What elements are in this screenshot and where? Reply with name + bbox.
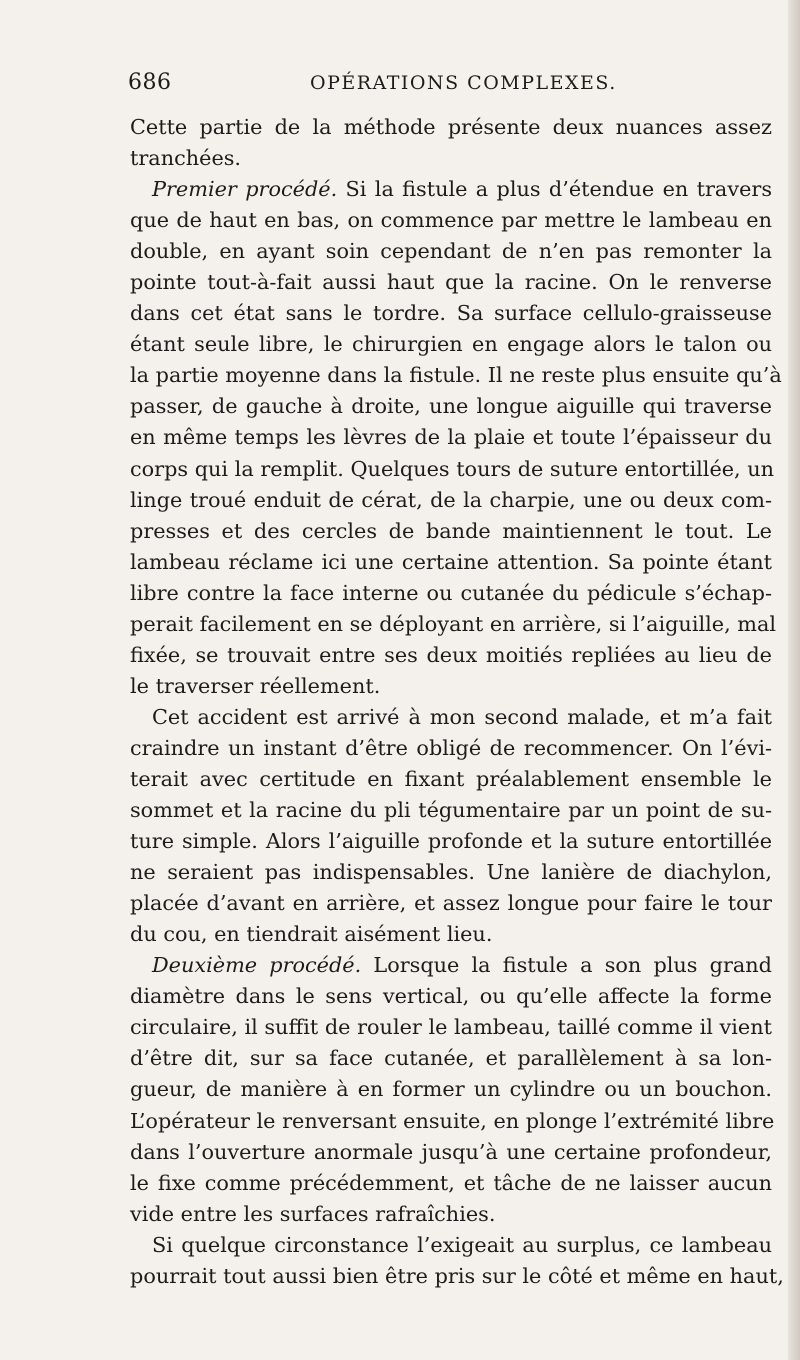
text-line: libre contre la face interne ou cutanée du pédicule s’échap- <box>130 580 772 605</box>
text-line: Cette partie de la méthode présente deux nuances assez <box>130 115 772 139</box>
running-title: OPÉRATIONS COMPLEXES. <box>310 72 617 94</box>
page-edge <box>788 0 800 1360</box>
text-line: que de haut en bas, on commence par mettre le lambeau en <box>130 208 772 233</box>
text-line: presses et des cercles de bande maintiennent le tout. Le <box>130 518 772 543</box>
text-line: Si quelque circonstance l’exigeait au surplus, ce lambeau <box>152 1232 772 1257</box>
text-line: vide entre les surfaces rafraîchies. <box>130 1201 496 1226</box>
text-line: ne seraient pas indispensables. Une lanière de diachylon, <box>130 860 772 885</box>
text-line <box>130 950 772 981</box>
text-line: passer, de gauche à droite, une longue aiguille qui traverse <box>130 394 772 419</box>
text-line: Cet accident est arrivé à mon second malade, et m’a fait <box>152 704 772 729</box>
text-line: craindre un instant d’être obligé de recommencer. On l’évi- <box>130 735 772 760</box>
text-line: L’opérateur le renversant ensuite, en plonge l’extrémité libre <box>130 1108 775 1133</box>
text-line: lambeau réclame ici une certaine attention. Sa pointe étant <box>130 549 772 574</box>
text-span: Lorsque la fistule a son plus grand <box>361 953 772 978</box>
text-line: linge troué enduit de cérat, de la charpie, une ou deux com- <box>130 487 772 512</box>
text-line: corps qui la remplit. Quelques tours de suture entortillée, un <box>130 456 775 481</box>
section-heading: Premier procédé. <box>152 177 338 202</box>
text-line: terait avec certitude en fixant préalablement ensemble le <box>130 766 772 791</box>
text-line: étant seule libre, le chirurgien en engage alors le talon ou <box>130 332 772 357</box>
text-line: diamètre dans le sens vertical, ou qu’elle affecte la forme <box>130 984 772 1009</box>
body-text <box>130 112 784 1292</box>
text-line: la partie moyenne dans la fistule. Il ne reste plus ensuite qu’à <box>130 363 782 388</box>
text-line: perait facilement en se déployant en arrière, si l’aiguille, mal <box>130 611 777 636</box>
text-line: circulaire, il suffit de rouler le lambeau, taillé comme il vient <box>130 1015 772 1040</box>
text-line: double, en ayant soin cependant de n’en pas remonter la <box>130 239 772 264</box>
text-line: tranchées. <box>130 146 242 171</box>
text-line: ture simple. Alors l’aiguille profonde et la suture entortillée <box>130 829 772 854</box>
text-line: pourrait tout aussi bien être pris sur le côté et même en haut, <box>130 1263 784 1288</box>
text-line: dans l’ouverture anormale jusqu’à une certaine profondeur, <box>130 1139 772 1164</box>
section-heading: Deuxième procédé. <box>152 953 362 978</box>
text-line: du cou, en tiendrait aisément lieu. <box>130 922 493 947</box>
text-line: le traverser réellement. <box>130 673 381 698</box>
text-line: placée d’avant en arrière, et assez longue pour faire le tour <box>130 891 772 916</box>
text-line: fixée, se trouvait entre ses deux moitiés repliées au lieu de <box>130 642 772 667</box>
text-line: d’être dit, sur sa face cutanée, et parallèlement à sa lon- <box>130 1046 772 1071</box>
page-header <box>130 70 772 100</box>
page-number: 686 <box>128 70 172 95</box>
text-line: gueur, de manière à en former un cylindre ou un bouchon. <box>130 1077 772 1102</box>
text-span: Si la fistule a plus d’étendue en travers <box>337 177 772 202</box>
text-line: le fixe comme précédemment, et tâche de ne laisser aucun <box>130 1170 772 1195</box>
text-line: sommet et la racine du pli tégumentaire par un point de su- <box>130 798 772 823</box>
text-line: pointe tout-à-fait aussi haut que la racine. On le renverse <box>130 270 772 295</box>
text-line: dans cet état sans le tordre. Sa surface cellulo-graisseuse <box>130 301 772 326</box>
book-page <box>128 70 784 1292</box>
text-line <box>130 174 772 205</box>
text-line: en même temps les lèvres de la plaie et toute l’épaisseur du <box>130 425 772 450</box>
